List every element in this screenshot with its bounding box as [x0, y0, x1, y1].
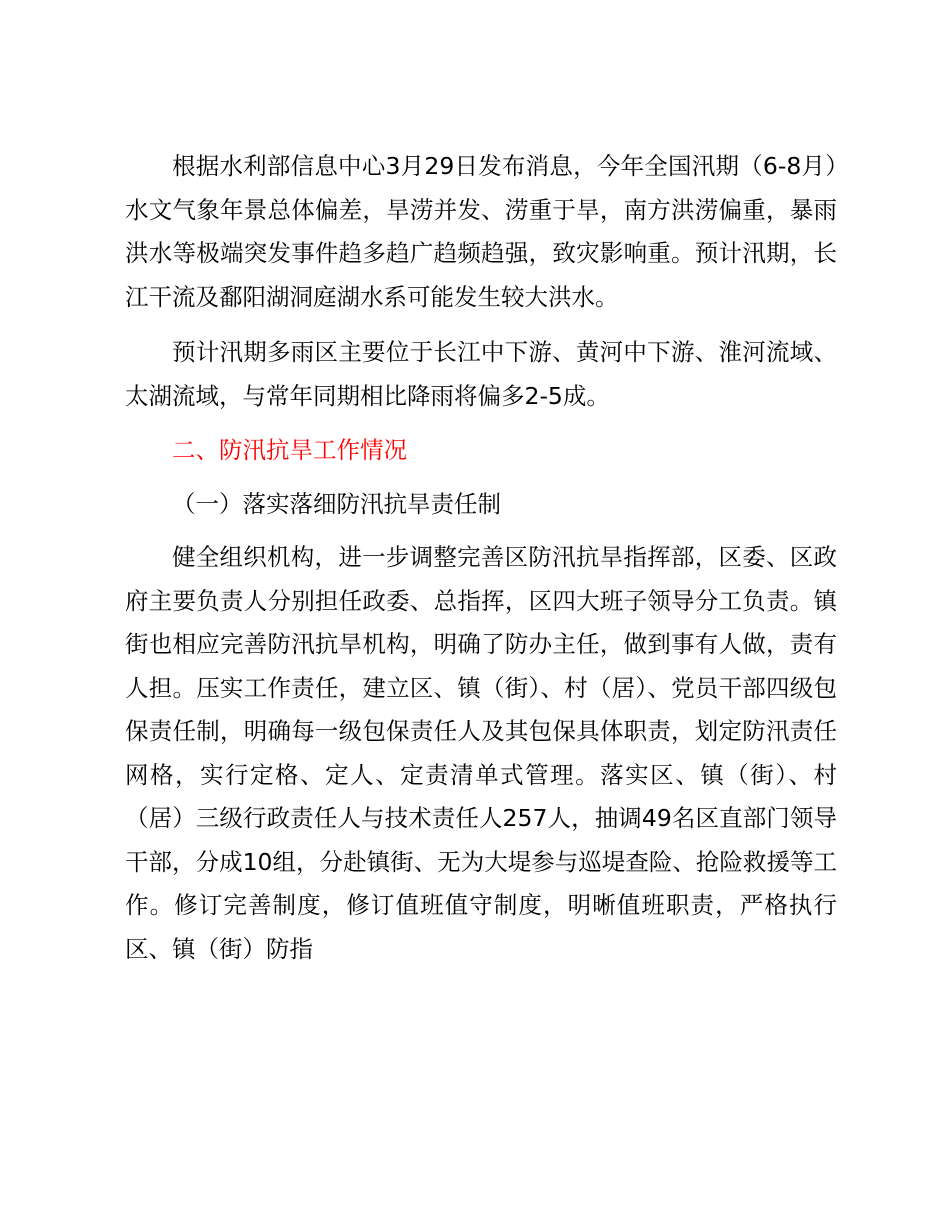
- paragraph-forecast-overview: 根据水利部信息中心3月29日发布消息，今年全国汛期（6-8月）水文气象年景总体偏差，旱涝并发、涝重于旱，南方洪涝偏重，暴雨洪水等极端突发事件趋多趋广趋频趋强，致灾影响重。预计汛期，长江干流及鄱阳湖洞庭湖水系可能发生较大洪水。: [125, 152, 837, 311]
- document-page: [125, 145, 837, 971]
- paragraph-responsibility-details: 健全组织机构，进一步调整完善区防汛抗旱指挥部，区委、区政府主要负责人分别担任政委、总指挥，区四大班子领导分工负责。镇街也相应完善防汛抗旱机构，明确了防办主任，做到事有人做，责有人担。压实工作责任，建立区、镇（街）、村（居）、党员干部四级包保责任制，明确每一级包保责任人及其包保具体职责，划定防汛责任网格，实行定格、定人、定责清单式管理。落实区、镇（街）、村（居）三级行政责任人与技术责任人257人，抽调49名区直部门领导干部，分成10组，分赴镇街、无为大堤参与巡堤查险、抢险救援等工作。修订完善制度，修订值班值守制度，明晰值班职责，严格执行区、镇（街）防指: [125, 543, 837, 963]
- section-heading: 二、防汛抗旱工作情况: [172, 436, 407, 464]
- subsection-heading: （一）落实落细防汛抗旱责任制: [172, 489, 501, 518]
- paragraph-rain-regions: 预计汛期多雨区主要位于长江中下游、黄河中下游、淮河流域、太湖流域，与常年同期相比降雨将偏多2-5成。: [125, 338, 837, 410]
